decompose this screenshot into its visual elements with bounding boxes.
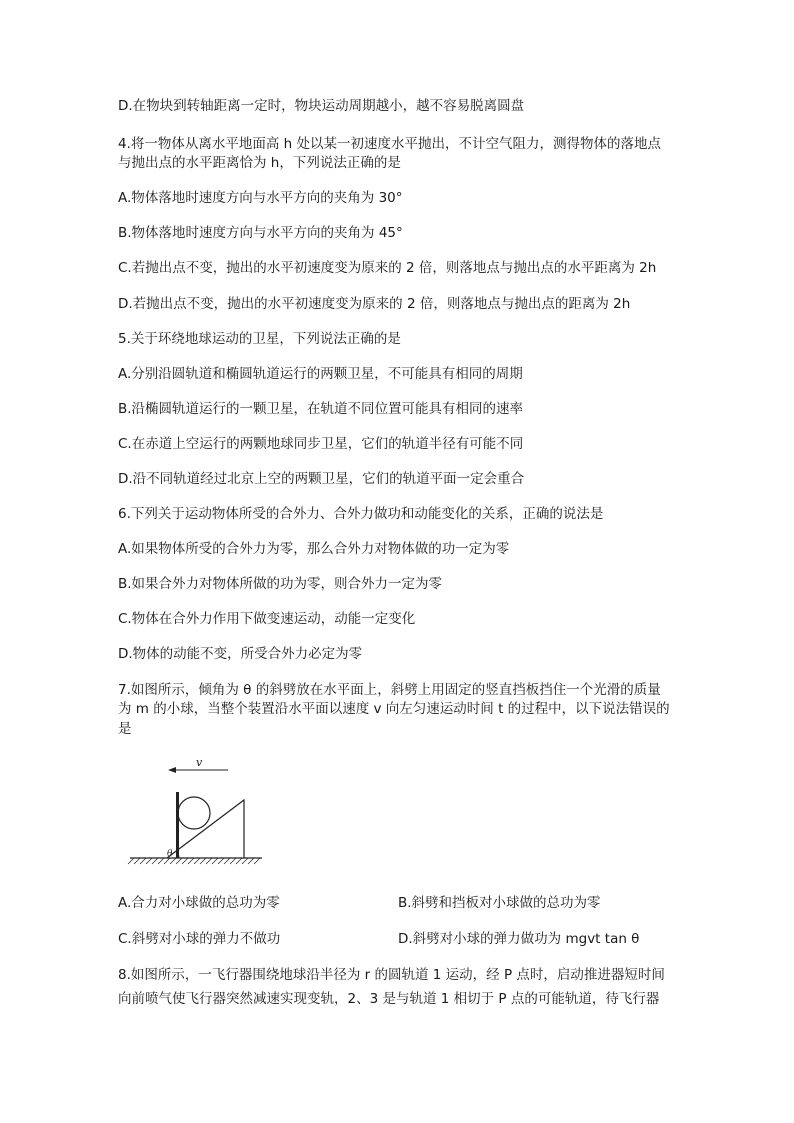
q5-stem: 5.关于环绕地球运动的卫星，下列说法正确的是	[118, 331, 401, 347]
q6-option-c: C.物体在合外力作用下做变速运动，动能一定变化	[118, 611, 416, 627]
q4-option-c: C.若抛出点不变，抛出的水平初速度变为原来的 2 倍，则落地点与抛出点的水平距离为 2h	[118, 260, 657, 276]
q8-stem-line-2: 向前喷气使飞行器突然减速实现变轨，2、3 是与轨道 1 相切于 P 点的可能轨道，待飞行器	[118, 991, 660, 1007]
q4-option-b: B.物体落地时速度方向与水平方向的夹角为 45°	[118, 225, 403, 241]
q7-stem-line-2: 为 m 的小球，当整个装置沿水平面以速度 v 向左匀速运动时间 t 的过程中，以下说法错误的	[118, 701, 670, 717]
vertical-baffle	[176, 792, 179, 858]
q3-option-d: D.在物块到转轴距离一定时，物块运动周期越小，越不容易脱离圆盘	[118, 98, 525, 114]
q5-option-b: B.沿椭圆轨道运行的一颗卫星，在轨道不同位置可能具有相同的速率	[118, 401, 524, 417]
angle-label: θ	[167, 849, 173, 859]
q7-option-c: C.斜劈对小球的弹力不做功	[118, 931, 281, 947]
q6-stem: 6.下列关于运动物体所受的合外力、合外力做功和动能变化的关系，正确的说法是	[118, 506, 604, 522]
q7-option-b: B.斜劈和挡板对小球做的总功为零	[398, 895, 601, 911]
q7-option-d: D.斜劈对小球的弹力做功为 mgvt tan θ	[398, 931, 640, 947]
q7-option-a: A.合力对小球做的总功为零	[118, 895, 280, 911]
q8-stem-line-1: 8.如图所示，一飞行器围绕地球沿半径为 r 的圆轨道 1 运动，经 P 点时，启动推进器短时间	[118, 967, 665, 983]
q6-option-a: A.如果物体所受的合外力为零，那么合外力对物体做的功一定为零	[118, 541, 510, 557]
ground-hatching	[128, 858, 260, 864]
q5-option-c: C.在赤道上空运行的两颗地球同步卫星，它们的轨道半径有可能不同	[118, 436, 524, 452]
q5-option-a: A.分别沿圆轨道和椭圆轨道运行的两颗卫星，不可能具有相同的周期	[118, 366, 523, 382]
q4-option-d: D.若抛出点不变，抛出的水平初速度变为原来的 2 倍，则落地点与抛出点的距离为 2h	[118, 296, 631, 312]
velocity-label: v	[196, 758, 203, 769]
ball	[178, 797, 210, 829]
q4-option-a: A.物体落地时速度方向与水平方向的夹角为 30°	[118, 190, 403, 206]
q4-stem-line-2: 与抛出点的水平距离恰为 h，下列说法正确的是	[118, 155, 401, 171]
q6-option-b: B.如果合外力对物体所做的功为零，则合外力一定为零	[118, 576, 443, 592]
q6-option-d: D.物体的动能不变，所受合外力必定为零	[118, 646, 363, 662]
q7-stem-line-3: 是	[118, 721, 132, 737]
q5-option-d: D.沿不同轨道经过北京上空的两颗卫星，它们的轨道平面一定会重合	[118, 471, 525, 487]
q7-stem-line-1: 7.如图所示，倾角为 θ 的斜劈放在水平面上，斜劈上用固定的竖直挡板挡住一个光滑的质量	[118, 682, 661, 698]
incline-figure	[126, 758, 266, 868]
q4-stem-line-1: 4.将一物体从离水平地面高 h 处以某一初速度水平抛出，不计空气阻力，测得物体的落地点	[118, 136, 662, 152]
